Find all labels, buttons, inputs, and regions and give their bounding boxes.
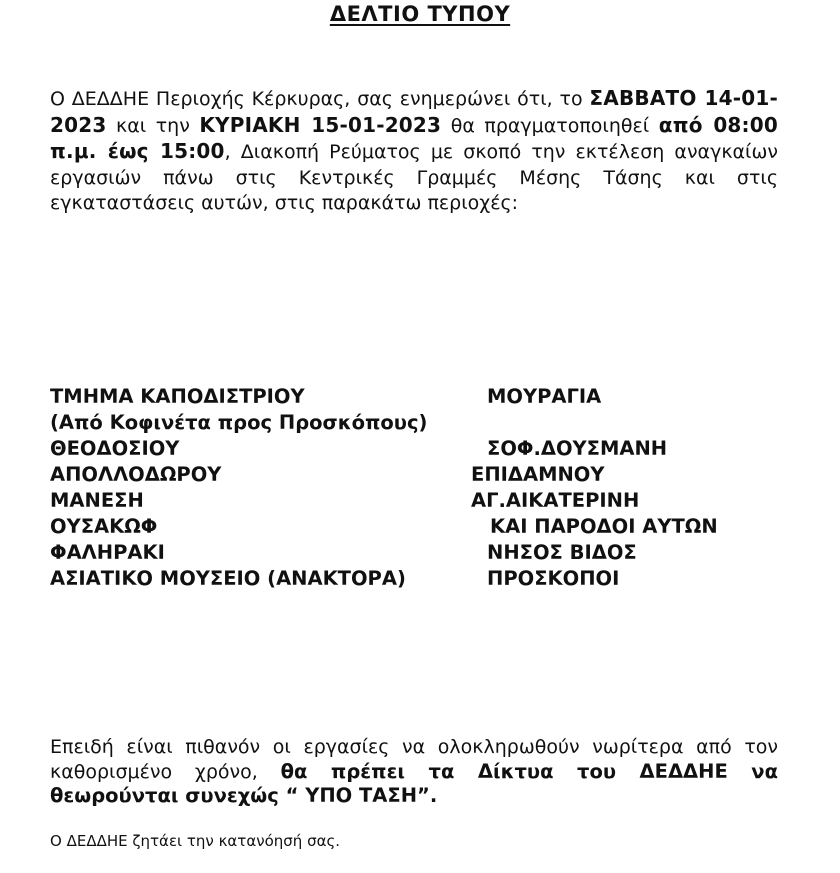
area-row bbox=[50, 436, 790, 462]
intro-text-4: , Διακοπή Ρεύματος με σκοπό την εκτέλεση αναγκαίων εργασιών πάνω στις Κεντρικές Γραμμές Μέσης Τάσης και στις εγκαταστάσεις αυτών, στις παρακάτω περιοχές: bbox=[50, 141, 778, 214]
area-right: ΣΟΦ.ΔΟΥΣΜΑΝΗ bbox=[487, 437, 668, 460]
outage-time: από 08:00 π.μ. έως 15:00 bbox=[50, 112, 778, 163]
closing-paragraph bbox=[50, 736, 778, 809]
thanks-line: Ο ΔΕΔΔΗΕ ζητάει την κατανόησή σας. bbox=[50, 832, 341, 850]
intro-text-1: Ο ΔΕΔΔΗΕ Περιοχής Κέρκυρας, σας ενημερώνει ότι, το bbox=[50, 88, 583, 110]
area-row bbox=[50, 488, 790, 514]
area-left: ΘΕΟΔΟΣΙΟΥ bbox=[50, 437, 180, 460]
area-row bbox=[50, 540, 790, 566]
date-sunday: ΚΥΡΙΑΚΗ 15-01-2023 bbox=[199, 112, 442, 137]
closing-text: Επειδή είναι πιθανόν οι εργασίες να ολοκληρωθούν νωρίτερα από τον καθορισμένο χρόνο, bbox=[50, 736, 778, 783]
area-left: ΟΥΣΑΚΩΦ bbox=[50, 515, 158, 538]
area-left: ΦΑΛΗΡΑΚΙ bbox=[50, 541, 165, 564]
intro-text-2: και την bbox=[106, 114, 200, 137]
area-right: ΑΓ.ΑΙΚΑΤΕΡΙΝΗ bbox=[471, 489, 640, 512]
area-right: ΠΡΟΣΚΟΠΟΙ bbox=[487, 567, 620, 590]
area-row bbox=[50, 462, 790, 488]
area-left: ΤΜΗΜΑ ΚΑΠΟΔΙΣΤΡΙΟΥ bbox=[50, 385, 305, 408]
closing-warning: θα πρέπει τα Δίκτυα του ΔΕΔΔΗΕ να θεωρούνται συνεχώς “ ΥΠΟ ΤΑΣΗ”. bbox=[50, 759, 778, 807]
affected-areas-list bbox=[50, 384, 790, 592]
area-left: ΑΣΙΑΤΙΚΟ ΜΟΥΣΕΙΟ (ΑΝΑΚΤΟΡΑ) bbox=[50, 567, 406, 590]
area-row bbox=[50, 566, 790, 592]
area-right: ΕΠΙΔΑΜΝΟΥ bbox=[471, 463, 605, 486]
area-left: ΜΑΝΕΣΗ bbox=[50, 489, 144, 512]
area-left-note: (Από Κοφινέτα προς Προσκόπους) bbox=[50, 411, 428, 434]
date-saturday: ΣΑΒΒΑΤΟ 14-01-2023 bbox=[50, 86, 778, 137]
area-row bbox=[50, 514, 790, 540]
intro-text-3: θα πραγματοποιηθεί bbox=[441, 114, 659, 137]
document-title: ΔΕΛΤΙΟ ΤΥΠΟΥ bbox=[329, 2, 511, 26]
area-right: ΝΗΣΟΣ ΒΙΔΟΣ bbox=[487, 541, 637, 564]
area-left: ΑΠΟΛΛΟΔΩΡΟΥ bbox=[50, 463, 222, 486]
area-row bbox=[50, 410, 790, 436]
area-right: ΚΑΙ ΠΑΡΟΔΟΙ ΑΥΤΩΝ bbox=[490, 515, 718, 538]
area-right: ΜΟΥΡΑΓΙΑ bbox=[487, 385, 602, 408]
intro-paragraph bbox=[50, 86, 778, 217]
area-row bbox=[50, 384, 790, 410]
